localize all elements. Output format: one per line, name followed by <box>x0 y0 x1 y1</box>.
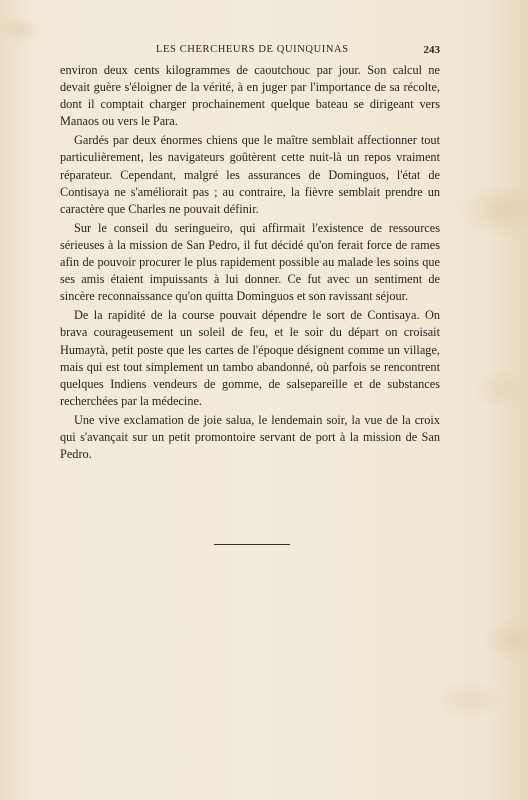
chapter-end-rule <box>214 544 290 545</box>
body-text <box>60 62 440 465</box>
page-number: 243 <box>423 44 440 56</box>
paragraph: De la rapidité de la course pouvait dépendre le sort de Contisaya. On brava courageusement un soleil de feu, et le soir du départ on croisait Humaytà, petit poste que les cartes de l'époque désignent comme un village, mais qui est tout simplement un tambo abandonné, où parfois se rencontrent quelques Indiens vendeurs de gomme, de salsepareille et de substances recherchées par la médecine. <box>60 308 440 408</box>
paragraph: Sur le conseil du seringueiro, qui affirmait l'existence de ressources sérieuses à la mission de San Pedro, il fut décidé qu'on ferait force de rames afin de pouvoir procurer le plus rapidement possible au malade les soins que ses amis étaient impuissants à lui donner. Ce fut avec un sentiment de sincère reconnaissance qu'on quitta Dominguos et son ravissant séjour. <box>60 220 440 304</box>
running-head <box>60 44 440 60</box>
paragraph: environ deux cents kilogrammes de caoutchouc par jour. Son calcul ne devait guère s'éloigner de la vérité, à en juger par l'importance de sa récolte, dont il comptait charger prochainement quelque bateau se dirigeant vers Manaos ou vers le Para. <box>60 63 440 129</box>
paragraph: Une vive exclamation de joie salua, le lendemain soir, la vue de la croix qui s'avançait sur un petit promontoire servant de port à la mission de San Pedro. <box>60 412 440 462</box>
running-title: LES CHERCHEURS DE QUINQUINAS <box>156 44 349 55</box>
paragraph: Gardés par deux énormes chiens que le maître semblait affectionner tout particulièrement, les navigateurs goûtèrent cette nuit-là un repos vraiment réparateur. Cependant, malgré les assurances de Dominguos, l'état de Contisaya ne s'améliorait pas ; au contraire, la fièvre semblait prendre un caractère que Charles ne pouvait définir. <box>60 133 440 216</box>
